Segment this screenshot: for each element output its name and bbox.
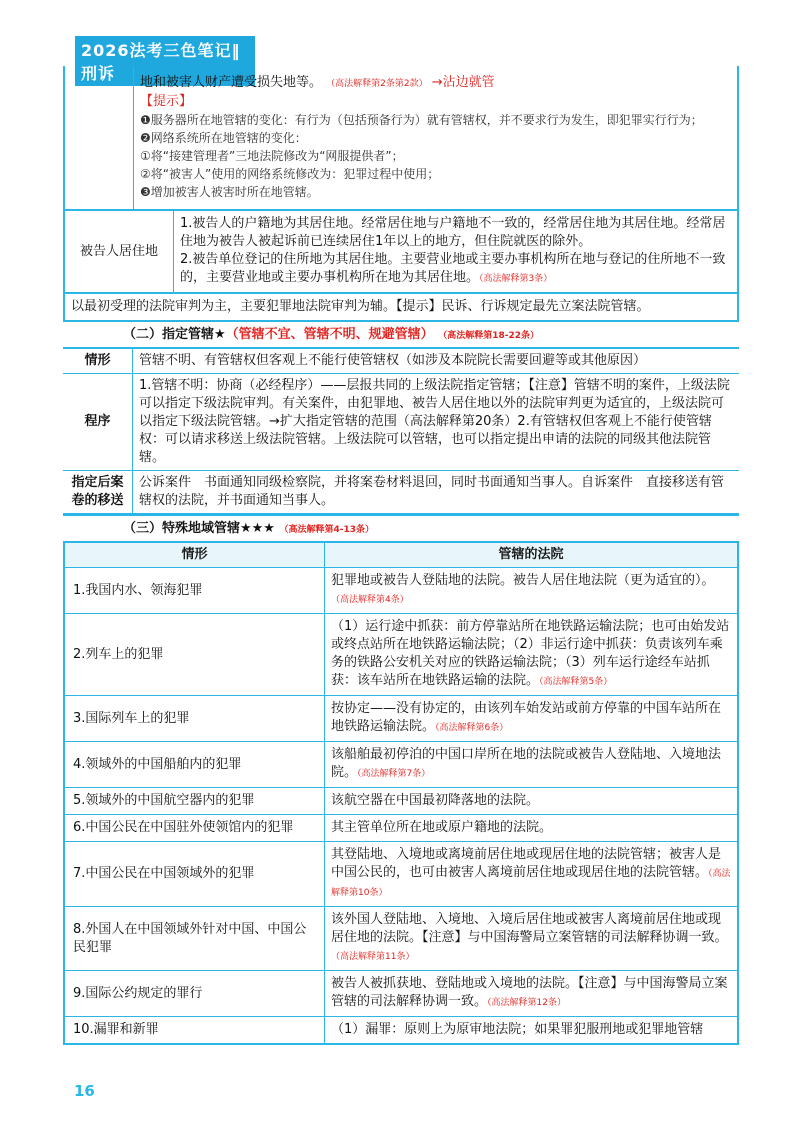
principle-line: 以最初受理的法院审判为主，主要犯罪地法院审判为辅。【提示】民诉、行诉规定最先立案法院管辖。 — [63, 294, 739, 322]
row-label: 程序 — [63, 374, 133, 471]
row-content: 1.管辖不明：协商（必经程序）——层报共同的上级法院指定管辖；【注意】管辖不明的案件，上级法院可以指定下级法院审判。有关案件，由犯罪地、被告人居住地以外的法院审判更为适宜的，上级法院可以指定下级法院管辖。→扩大指定管辖的范围（高法解释第20条）2.有管辖权但客观上不能行使管辖权：可以请求移送上级法院管辖。上级法院可以管辖，也可以指定提出申请的法院的同级其他法院管辖。 — [133, 374, 739, 471]
residence-text1: 1.被告人的户籍地为其居住地。经常居住地与户籍地不一致的，经常居住地为其居住地。经常居住地为被告人被起诉前已连续居住1年以上的地方，但住院就医的除外。 — [180, 216, 726, 249]
page-header — [75, 30, 255, 83]
row-label: 指定后案卷的移送 — [63, 471, 133, 514]
residence-row — [63, 211, 739, 294]
table-row: 7.中国公民在中国领域外的犯罪 其登陆地、入境地或离境前居住地或现居住地的法院管辖；被害人是中国公民的，也可由被害人离境前居住地或现居住地的法院管辖。（高法解释第10条） — [65, 842, 737, 907]
table-row: 1.我国内水、领海犯罪 犯罪地或被告人登陆地的法院。被告人居住地法院（更为适宜的）。 （高法解释第4条） — [65, 568, 737, 614]
content — [63, 66, 739, 1045]
table-row: 5.领域外的中国航空器内的犯罪 该航空器在中国最初降落地的法院。 — [65, 788, 737, 815]
gutter — [65, 66, 134, 209]
designated-jurisdiction-table — [63, 347, 739, 516]
table-row: 3.国际列车上的犯罪 按协定——没有协定的，由该列车始发站或前方停靠的中国车站所在地铁路运输法院。（高法解释第6条） — [65, 696, 737, 742]
tip-line: ❸增加被害人被害时所在地管辖。 — [140, 185, 319, 199]
table-row: 10.漏罪和新罪 （1）漏罪：原则上为原审地法院；如果罪犯服刑地或犯罪地管辖 — [65, 1017, 737, 1043]
tip-label: 【提示】 — [140, 94, 193, 109]
network-crime-section — [63, 66, 739, 211]
tip-line: ❶服务器所在地管辖的变化：有行为（包括预备行为）就有管辖权，并不要求行为发生，即犯罪实行行为； — [140, 113, 703, 127]
tip-line: ②将“被害人”使用的网络系统修改为：犯罪过程中使用； — [140, 167, 440, 181]
residence-text2: 2.被告单位登记的住所地为其居住地。主要营业地或主要办事机构所在地与登记的住所地不一致的，主要营业地或主要办事机构所在地为其居住地。（高法解释第3条） — [180, 252, 726, 285]
header-title: 2026法考三色笔记‖刑诉 — [75, 36, 255, 86]
line1: 地和被害人财产遭受损失地等。 （高法解释第2条第2款） →沾边就管 — [140, 75, 495, 90]
row-label: 情形 — [63, 349, 133, 374]
table-row: 2.列车上的犯罪 （1）运行途中抓获：前方停靠站所在地铁路运输法院；也可由始发站或终点站所在地铁路运输法院；（2）非运行途中抓获：负责该列车乘务的铁路公安机关对应的铁路运输法院；（3）列车运行途经车站抓获：该车站所在地铁路运输的法院。（高法解释第5条） — [65, 614, 737, 696]
tip-line: ❷网络系统所在地管辖的变化： — [140, 131, 307, 145]
tip-line: ①将“接建管理者”三地法院修改为“网服提供者”； — [140, 149, 404, 163]
table-header: 情形 管辖的法院 — [65, 543, 737, 568]
table-row: 9.国际公约规定的罪行 被告人被抓获地、登陆地或入境地的法院。【注意】与中国海警局立案管辖的司法解释协调一致。（高法解释第12条） — [65, 971, 737, 1017]
special-jurisdiction-table — [63, 541, 739, 1045]
page-number: 16 — [74, 1082, 95, 1100]
table-row: 4.领域外的中国船舶内的犯罪 该船舶最初停泊的中国口岸所在地的法院或被告人登陆地、入境地法院。（高法解释第7条） — [65, 742, 737, 788]
row-content: 管辖不明、有管辖权但客观上不能行使管辖权（如涉及本院院长需要回避等或其他原因） — [133, 349, 739, 374]
table-row: 8.外国人在中国领域外针对中国、中国公民犯罪 该外国人登陆地、入境地、入境后居住地或被害人离境前居住地或现居住地的法院。【注意】与中国海警局立案管辖的司法解释协调一致。（高法解释第11条） — [65, 907, 737, 971]
residence-label: 被告人居住地 — [65, 211, 174, 292]
table-row: 6.中国公民在中国驻外使领馆内的犯罪 其主管单位所在地或原户籍地的法院。 — [65, 815, 737, 842]
row-content: 公诉案件 书面通知同级检察院，并将案卷材料退回，同时书面通知当事人。自诉案件 直接移送有管辖权的法院，并书面通知当事人。 — [133, 471, 739, 514]
section-3-title: （三）特殊地域管辖★★★ （高法解释第4-13条） — [123, 521, 375, 536]
section-2-title: （二）指定管辖★（管辖不宜、管辖不明、规避管辖） （高法解释第18-22条） — [123, 327, 539, 342]
